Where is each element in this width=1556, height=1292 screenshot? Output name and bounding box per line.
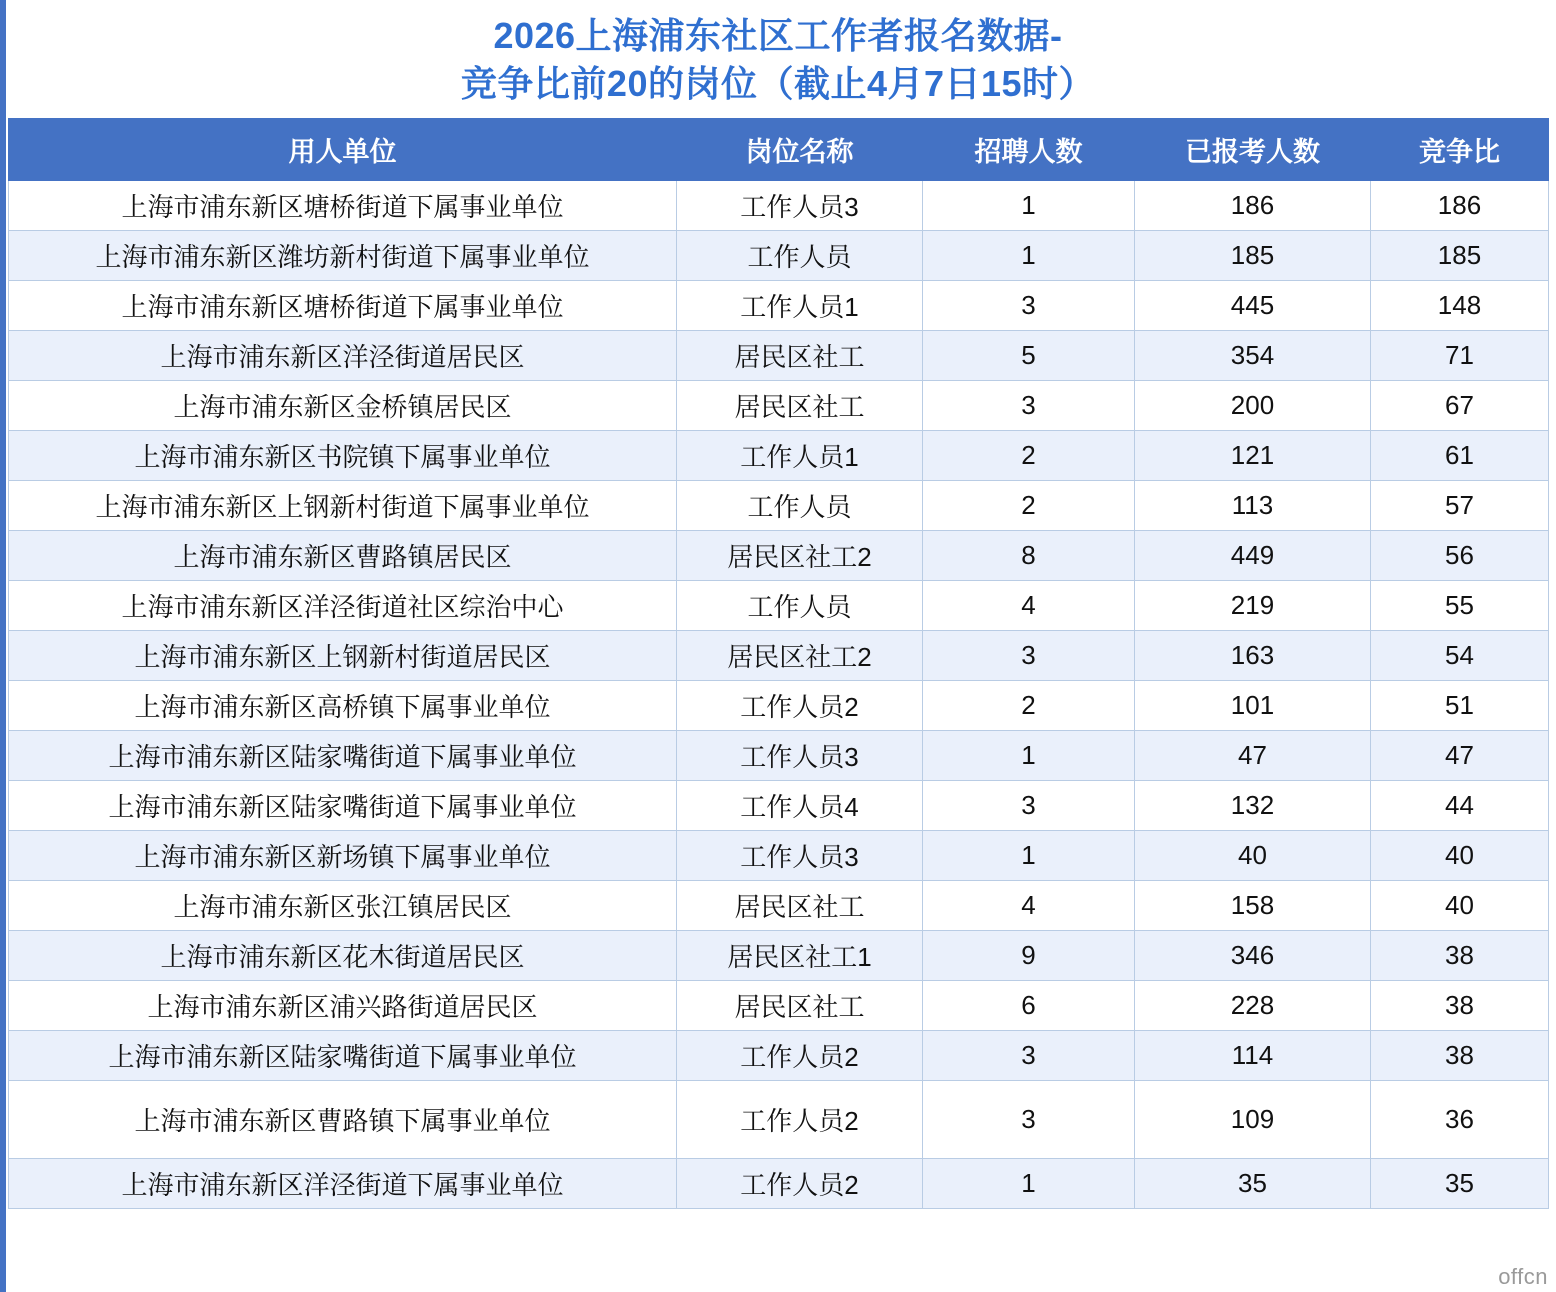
cell-ratio: 54 — [1371, 631, 1549, 681]
cell-unit: 上海市浦东新区陆家嘴街道下属事业单位 — [9, 781, 677, 831]
cell-post: 工作人员2 — [677, 681, 923, 731]
column-header-hire-count: 招聘人数 — [923, 119, 1135, 181]
cell-applied: 158 — [1135, 881, 1371, 931]
cell-ratio: 71 — [1371, 331, 1549, 381]
cell-ratio: 47 — [1371, 731, 1549, 781]
table-row — [9, 431, 1549, 481]
cell-unit: 上海市浦东新区高桥镇下属事业单位 — [9, 681, 677, 731]
table-row — [9, 1081, 1549, 1159]
cell-hire: 6 — [923, 981, 1135, 1031]
competition-ratio-table — [8, 118, 1549, 1209]
cell-applied: 219 — [1135, 581, 1371, 631]
cell-ratio: 38 — [1371, 981, 1549, 1031]
left-edge-rule — [0, 0, 6, 1292]
title-line-1: 2026上海浦东社区工作者报名数据- — [493, 15, 1063, 56]
table-row — [9, 681, 1549, 731]
cell-ratio: 56 — [1371, 531, 1549, 581]
cell-unit: 上海市浦东新区张江镇居民区 — [9, 881, 677, 931]
cell-unit: 上海市浦东新区新场镇下属事业单位 — [9, 831, 677, 881]
cell-unit: 上海市浦东新区塘桥街道下属事业单位 — [9, 281, 677, 331]
table-row — [9, 1159, 1549, 1209]
cell-unit: 上海市浦东新区塘桥街道下属事业单位 — [9, 181, 677, 231]
cell-post: 居民区社工 — [677, 331, 923, 381]
cell-hire: 2 — [923, 681, 1135, 731]
cell-ratio: 38 — [1371, 1031, 1549, 1081]
cell-ratio: 40 — [1371, 831, 1549, 881]
table-row — [9, 231, 1549, 281]
cell-post: 工作人员2 — [677, 1031, 923, 1081]
cell-applied: 200 — [1135, 381, 1371, 431]
cell-post: 居民区社工 — [677, 881, 923, 931]
cell-hire: 1 — [923, 831, 1135, 881]
table-row — [9, 531, 1549, 581]
table-row — [9, 781, 1549, 831]
cell-hire: 2 — [923, 431, 1135, 481]
cell-post: 居民区社工2 — [677, 631, 923, 681]
cell-ratio: 61 — [1371, 431, 1549, 481]
table-row — [9, 881, 1549, 931]
cell-unit: 上海市浦东新区洋泾街道居民区 — [9, 331, 677, 381]
cell-unit: 上海市浦东新区书院镇下属事业单位 — [9, 431, 677, 481]
cell-unit: 上海市浦东新区曹路镇下属事业单位 — [9, 1081, 677, 1159]
cell-ratio: 40 — [1371, 881, 1549, 931]
table-body — [9, 181, 1549, 1209]
cell-post: 居民区社工 — [677, 381, 923, 431]
table-row — [9, 181, 1549, 231]
table-row — [9, 581, 1549, 631]
cell-applied: 121 — [1135, 431, 1371, 481]
table-row — [9, 631, 1549, 681]
cell-unit: 上海市浦东新区上钢新村街道居民区 — [9, 631, 677, 681]
cell-hire: 4 — [923, 881, 1135, 931]
cell-post: 工作人员2 — [677, 1159, 923, 1209]
cell-hire: 5 — [923, 331, 1135, 381]
column-header-unit: 用人单位 — [9, 119, 677, 181]
table-row — [9, 481, 1549, 531]
cell-unit: 上海市浦东新区洋泾街道社区综治中心 — [9, 581, 677, 631]
title-line-2: 竞争比前20的岗位（截止4月7日15时） — [460, 63, 1096, 104]
page-title — [0, 0, 1556, 118]
cell-post: 工作人员3 — [677, 831, 923, 881]
table-row — [9, 331, 1549, 381]
table-row — [9, 931, 1549, 981]
cell-post: 工作人员 — [677, 581, 923, 631]
cell-post: 工作人员2 — [677, 1081, 923, 1159]
cell-hire: 1 — [923, 731, 1135, 781]
cell-applied: 354 — [1135, 331, 1371, 381]
cell-applied: 47 — [1135, 731, 1371, 781]
cell-applied: 185 — [1135, 231, 1371, 281]
cell-post: 居民区社工 — [677, 981, 923, 1031]
cell-post: 工作人员3 — [677, 181, 923, 231]
table-row — [9, 731, 1549, 781]
cell-applied: 163 — [1135, 631, 1371, 681]
cell-unit: 上海市浦东新区潍坊新村街道下属事业单位 — [9, 231, 677, 281]
cell-post: 工作人员1 — [677, 281, 923, 331]
cell-unit: 上海市浦东新区陆家嘴街道下属事业单位 — [9, 1031, 677, 1081]
cell-ratio: 57 — [1371, 481, 1549, 531]
cell-hire: 3 — [923, 381, 1135, 431]
column-header-post: 岗位名称 — [677, 119, 923, 181]
cell-unit: 上海市浦东新区上钢新村街道下属事业单位 — [9, 481, 677, 531]
cell-applied: 445 — [1135, 281, 1371, 331]
cell-post: 工作人员 — [677, 231, 923, 281]
cell-hire: 3 — [923, 631, 1135, 681]
cell-applied: 35 — [1135, 1159, 1371, 1209]
cell-applied: 228 — [1135, 981, 1371, 1031]
cell-hire: 1 — [923, 1159, 1135, 1209]
table-row — [9, 831, 1549, 881]
cell-unit: 上海市浦东新区陆家嘴街道下属事业单位 — [9, 731, 677, 781]
cell-applied: 109 — [1135, 1081, 1371, 1159]
watermark: offcn — [1498, 1264, 1548, 1289]
cell-post: 居民区社工1 — [677, 931, 923, 981]
cell-ratio: 51 — [1371, 681, 1549, 731]
cell-unit: 上海市浦东新区金桥镇居民区 — [9, 381, 677, 431]
table-row — [9, 381, 1549, 431]
cell-applied: 101 — [1135, 681, 1371, 731]
cell-ratio: 185 — [1371, 231, 1549, 281]
table-row — [9, 1031, 1549, 1081]
cell-hire: 4 — [923, 581, 1135, 631]
cell-unit: 上海市浦东新区浦兴路街道居民区 — [9, 981, 677, 1031]
cell-unit: 上海市浦东新区曹路镇居民区 — [9, 531, 677, 581]
cell-applied: 449 — [1135, 531, 1371, 581]
cell-hire: 9 — [923, 931, 1135, 981]
cell-hire: 3 — [923, 1081, 1135, 1159]
cell-applied: 40 — [1135, 831, 1371, 881]
table-row — [9, 981, 1549, 1031]
cell-applied: 186 — [1135, 181, 1371, 231]
column-header-ratio: 竞争比 — [1371, 119, 1549, 181]
cell-applied: 114 — [1135, 1031, 1371, 1081]
cell-hire: 3 — [923, 1031, 1135, 1081]
cell-applied: 346 — [1135, 931, 1371, 981]
cell-hire: 8 — [923, 531, 1135, 581]
cell-hire: 1 — [923, 181, 1135, 231]
cell-ratio: 55 — [1371, 581, 1549, 631]
cell-unit: 上海市浦东新区洋泾街道下属事业单位 — [9, 1159, 677, 1209]
cell-ratio: 67 — [1371, 381, 1549, 431]
cell-ratio: 44 — [1371, 781, 1549, 831]
cell-post: 工作人员1 — [677, 431, 923, 481]
cell-applied: 113 — [1135, 481, 1371, 531]
table-header-row — [9, 119, 1549, 181]
cell-post: 居民区社工2 — [677, 531, 923, 581]
cell-post: 工作人员 — [677, 481, 923, 531]
cell-hire: 2 — [923, 481, 1135, 531]
cell-ratio: 38 — [1371, 931, 1549, 981]
cell-post: 工作人员3 — [677, 731, 923, 781]
cell-ratio: 186 — [1371, 181, 1549, 231]
cell-ratio: 148 — [1371, 281, 1549, 331]
column-header-applied-count: 已报考人数 — [1135, 119, 1371, 181]
cell-ratio: 36 — [1371, 1081, 1549, 1159]
cell-unit: 上海市浦东新区花木街道居民区 — [9, 931, 677, 981]
cell-ratio: 35 — [1371, 1159, 1549, 1209]
cell-applied: 132 — [1135, 781, 1371, 831]
table-row — [9, 281, 1549, 331]
cell-post: 工作人员4 — [677, 781, 923, 831]
cell-hire: 1 — [923, 231, 1135, 281]
cell-hire: 3 — [923, 781, 1135, 831]
cell-hire: 3 — [923, 281, 1135, 331]
